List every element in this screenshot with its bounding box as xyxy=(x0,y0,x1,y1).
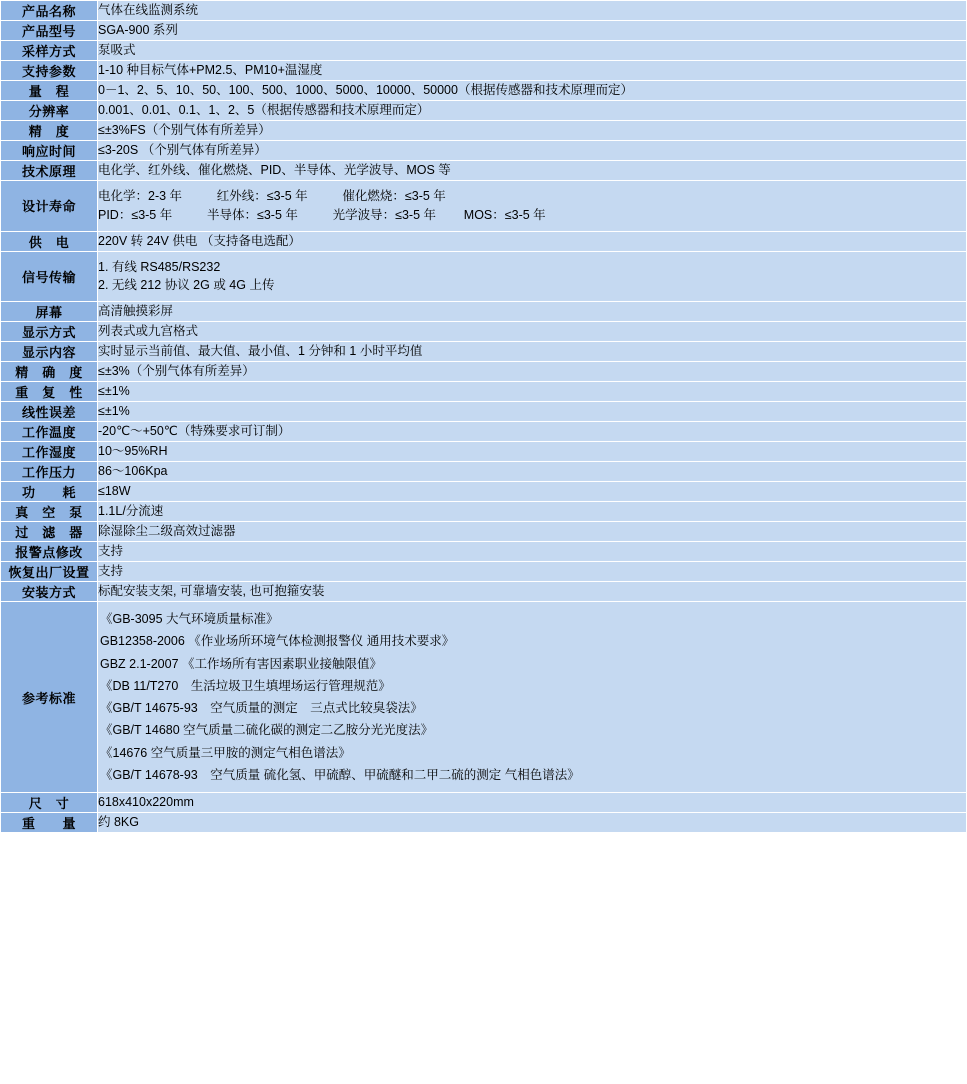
spec-label: 供 电 xyxy=(1,231,98,251)
table-row xyxy=(1,342,967,362)
spec-label: 恢复出厂设置 xyxy=(1,562,98,582)
table-row xyxy=(1,602,967,793)
spec-value xyxy=(98,302,967,322)
spec-label: 信号传输 xyxy=(1,251,98,302)
spec-value-line: ≤±1% xyxy=(98,384,130,399)
table-row xyxy=(1,382,967,402)
spec-value-line: ≤18W xyxy=(98,484,131,499)
spec-label: 工作湿度 xyxy=(1,442,98,462)
spec-value xyxy=(98,582,967,602)
spec-value xyxy=(98,251,967,302)
spec-value-line: 1.1L/分流速 xyxy=(98,504,164,519)
spec-label: 精 确 度 xyxy=(1,362,98,382)
table-row xyxy=(1,522,967,542)
spec-value xyxy=(98,442,967,462)
spec-value xyxy=(98,322,967,342)
spec-value xyxy=(98,502,967,522)
table-row xyxy=(1,362,967,382)
spec-value-line: 除湿除尘二级高效过滤器 xyxy=(98,524,236,539)
spec-value-line: ≤3-20S （个别气体有所差异） xyxy=(98,143,267,158)
spec-value xyxy=(98,231,967,251)
spec-value-line: 标配安装支架, 可靠墙安装, 也可抱箍安装 xyxy=(98,584,325,599)
spec-label: 显示内容 xyxy=(1,342,98,362)
table-row xyxy=(1,302,967,322)
spec-label: 量 程 xyxy=(1,81,98,101)
spec-value-line: 0－1、2、5、10、50、100、500、1000、5000、10000、50000（根据传感器和技术原理而定） xyxy=(98,83,633,98)
spec-value-line: 约 8KG xyxy=(98,815,139,830)
spec-value-line: 2. 无线 212 协议 2G 或 4G 上传 xyxy=(98,278,275,293)
spec-value xyxy=(98,522,967,542)
spec-value xyxy=(98,562,967,582)
spec-value-line: 支持 xyxy=(98,564,124,579)
spec-value xyxy=(98,181,967,232)
spec-value-line: GBZ 2.1-2007 《工作场所有害因素职业接触限值》 xyxy=(100,656,382,671)
spec-value-line: 1-10 种目标气体+PM2.5、PM10+温湿度 xyxy=(98,63,323,78)
spec-value xyxy=(98,362,967,382)
spec-value-line: 列表式或九宫格式 xyxy=(98,324,199,339)
spec-value-line: -20℃～+50℃（特殊要求可订制） xyxy=(98,424,291,439)
table-row xyxy=(1,442,967,462)
spec-value xyxy=(98,602,967,793)
table-row xyxy=(1,161,967,181)
spec-value-line: 220V 转 24V 供电 （支持备电选配） xyxy=(98,233,301,248)
spec-value-line: 1. 有线 RS485/RS232 xyxy=(98,259,221,274)
spec-value xyxy=(98,101,967,121)
spec-value xyxy=(98,21,967,41)
spec-value-line: 《DB 11/T270 生活垃圾卫生填埋场运行管理规范》 xyxy=(100,678,391,693)
table-row xyxy=(1,813,967,833)
table-row xyxy=(1,482,967,502)
spec-label: 屏幕 xyxy=(1,302,98,322)
table-row xyxy=(1,1,967,21)
spec-label: 真 空 泵 xyxy=(1,502,98,522)
table-row xyxy=(1,251,967,302)
table-row xyxy=(1,793,967,813)
spec-value-line: 支持 xyxy=(98,544,124,559)
spec-label: 设计寿命 xyxy=(1,181,98,232)
spec-value-line: 气体在线监测系统 xyxy=(98,3,199,18)
spec-value-line: 0.001、0.01、0.1、1、2、5（根据传感器和技术原理而定） xyxy=(98,103,430,118)
spec-label: 采样方式 xyxy=(1,41,98,61)
table-row xyxy=(1,41,967,61)
spec-label: 产品型号 xyxy=(1,21,98,41)
spec-value-line: 《14676 空气质量三甲胺的测定气相色谱法》 xyxy=(100,745,351,760)
table-row xyxy=(1,502,967,522)
spec-label: 参考标准 xyxy=(1,602,98,793)
spec-value-line: ≤±1% xyxy=(98,404,130,419)
spec-label: 精 度 xyxy=(1,121,98,141)
spec-value xyxy=(98,482,967,502)
table-row xyxy=(1,81,967,101)
spec-value-line: 86～106Kpa xyxy=(98,464,168,479)
spec-value xyxy=(98,542,967,562)
table-row xyxy=(1,231,967,251)
table-row xyxy=(1,121,967,141)
spec-value-line: 电化学：2-3 年 红外线：≤3-5 年 催化燃烧：≤3-5 年 xyxy=(98,189,446,203)
spec-table-body xyxy=(1,1,967,833)
spec-label: 工作温度 xyxy=(1,422,98,442)
spec-value xyxy=(98,161,967,181)
spec-label: 安装方式 xyxy=(1,582,98,602)
spec-value xyxy=(98,342,967,362)
table-row xyxy=(1,101,967,121)
table-row xyxy=(1,21,967,41)
spec-value xyxy=(98,141,967,161)
table-row xyxy=(1,181,967,232)
spec-value xyxy=(98,422,967,442)
spec-value-line: 10～95%RH xyxy=(98,444,168,459)
table-row xyxy=(1,402,967,422)
spec-value-line: 泵吸式 xyxy=(98,43,136,58)
spec-label: 重 复 性 xyxy=(1,382,98,402)
spec-value-line: 《GB/T 14678-93 空气质量 硫化氢、甲硫醇、甲硫醚和二甲二硫的测定 气相色谱法》 xyxy=(100,767,580,782)
spec-label: 过 滤 器 xyxy=(1,522,98,542)
spec-value-line: SGA-900 系列 xyxy=(98,23,178,38)
spec-label: 功 耗 xyxy=(1,482,98,502)
table-row xyxy=(1,462,967,482)
spec-value xyxy=(98,61,967,81)
spec-value-line: 《GB/T 14680 空气质量二硫化碳的测定二乙胺分光光度法》 xyxy=(100,723,434,738)
spec-value xyxy=(98,813,967,833)
spec-label: 尺 寸 xyxy=(1,793,98,813)
spec-label: 支持参数 xyxy=(1,61,98,81)
spec-value-line: 《GB-3095 大气环境质量标准》 xyxy=(100,612,279,626)
spec-value xyxy=(98,81,967,101)
table-row xyxy=(1,582,967,602)
spec-label: 产品名称 xyxy=(1,1,98,21)
table-row xyxy=(1,422,967,442)
table-row xyxy=(1,61,967,81)
spec-value xyxy=(98,1,967,21)
spec-value xyxy=(98,41,967,61)
spec-value-line: 高清触摸彩屏 xyxy=(98,304,174,319)
spec-value-line: 618x410x220mm xyxy=(98,795,194,810)
spec-value-line: 实时显示当前值、最大值、最小值、1 分钟和 1 小时平均值 xyxy=(98,344,423,359)
spec-label: 分辨率 xyxy=(1,101,98,121)
table-row xyxy=(1,322,967,342)
spec-value-line: ≤±3%（个别气体有所差异） xyxy=(98,364,255,379)
spec-value xyxy=(98,382,967,402)
spec-value-line: ≤±3%FS（个别气体有所差异） xyxy=(98,123,271,138)
spec-value xyxy=(98,121,967,141)
table-row xyxy=(1,141,967,161)
table-row xyxy=(1,542,967,562)
spec-label: 重 量 xyxy=(1,813,98,833)
spec-label: 线性误差 xyxy=(1,402,98,422)
spec-value-line: GB12358-2006 《作业场所环境气体检测报警仪 通用技术要求》 xyxy=(100,634,455,649)
spec-label: 响应时间 xyxy=(1,141,98,161)
spec-value xyxy=(98,402,967,422)
spec-value xyxy=(98,793,967,813)
spec-value xyxy=(98,462,967,482)
spec-label: 报警点修改 xyxy=(1,542,98,562)
spec-value-line: 《GB/T 14675-93 空气质量的测定 三点式比较臭袋法》 xyxy=(100,701,423,715)
spec-value-line: 电化学、红外线、催化燃烧、PID、半导体、光学波导、MOS 等 xyxy=(98,163,451,178)
table-row xyxy=(1,562,967,582)
spec-label: 显示方式 xyxy=(1,322,98,342)
spec-label: 技术原理 xyxy=(1,161,98,181)
spec-label: 工作压力 xyxy=(1,462,98,482)
spec-value-line: PID：≤3-5 年 半导体：≤3-5 年 光学波导：≤3-5 年 MOS：≤3-5 年 xyxy=(98,207,546,222)
